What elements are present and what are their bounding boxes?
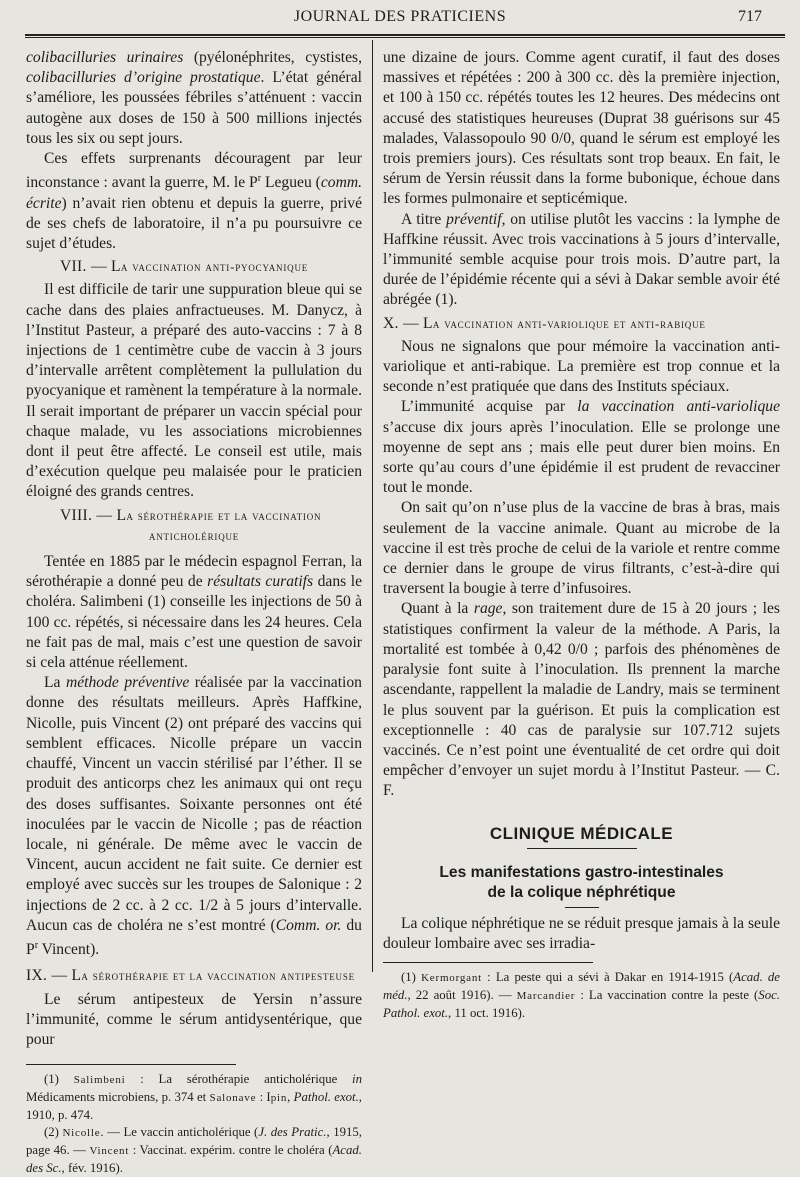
- footnote-rule: [383, 962, 593, 963]
- clinic-heading-rule: [527, 848, 637, 849]
- section-heading-vii: VII. — La vaccination anti-pyocyanique: [60, 258, 309, 276]
- header-rule: [25, 34, 785, 38]
- paragraph: L’immunité acquise par la vaccination anti-variolique s’accuse dix jours après l’inoculation. Elle se prolonge une moyenne de sept ans ; mais elle peut durer bien moins. En sorte qu’au cours d’une épidémie il est prudent de revacciner tout le monde.: [383, 398, 780, 497]
- section-heading-viii-line2: anticholérique: [148, 527, 240, 543]
- paragraph: La méthode préventive réalisée par la vaccination donne des résultats meilleurs. Après Haffkine, Nicolle, puis Vincent (2) ont préparé des vaccins qui semblent efficaces. Nicolle prépare un vaccin chauffé, Vincent un vaccin stérilisé par l’éther. Il se produit des anticorps chez les animaux qui ont reçu des doses suffisantes. Soixante personnes ont été inoculées par le vaccin de Nicolle ; pas de réaction locale, ni générale. De même avec le vaccin de Vincent, aucun accident ne fait suite. Ce dernier est employé avec succès sur les troupes de Salonique : 2 injections de 2 cc. à 2 cc. 1/2 à 5 jours d’intervalle. Aucun cas de choléra ne s’est montré (Comm. or. du $P^r$ Vincent).: [26, 674, 362, 959]
- footnote-1: (1) Salimbeni : La sérothérapie anticholérique in Médicaments microbiens, p. 374 et Salonave : Ipin, Pathol. exot., 1910, p. 474.: [26, 1072, 363, 1123]
- paragraph: Tentée en 1885 par le médecin espagnol Ferran, la sérothérapie a donné peu de résultats curatifs dans le choléra. Salimbeni (1) conseille les injections de 50 à 100 cc. répétés, si nécessaire dans les 24 heures. Cela ne fait pas de mal, mais c’est une question de savoir si cela atténue réellement.: [26, 553, 363, 672]
- article-title-rule: [565, 907, 599, 908]
- paragraph: Quant à la rage, son traitement dure de 15 à 20 jours ; les statistiques confirment la valeur de la méthode. A Paris, la mortalité est tombée à 0,42 0/0 ; parfois des phénomènes de paralysie font suite à l’inoculation. Ils prennent la marche ascendante, rappellent la maladie de Landry, mais se terminent le plus souvent par la guérison. Et puis la complication est exceptionnelle : 40 cas de paralysie sur 107.712 sujets vaccinés. Ce n’est point une éventualité de cet ordre qui doit empêcher d’envoyer un sujet mordu à l’Institut Pasteur. — C. F.: [383, 600, 780, 800]
- column-divider: [372, 40, 373, 972]
- left-column: [26, 48, 362, 1177]
- article-title: Les manifestations gastro-intestinales de la colique néphrétique: [439, 863, 724, 901]
- paragraph: Le sérum antipesteux de Yersin n’assure l’immunité, comme le sérum antidysentérique, que pour: [26, 990, 362, 1048]
- journal-title: JOURNAL DES PRATICIENS: [293, 8, 507, 25]
- paragraph: une dizaine de jours. Comme agent curatif, il faut des doses massives et répétées : 200 à 300 cc. dès la première injection, et 100 à 150 cc. répétés toutes les 12 heures. Des médecins ont accusé des statistiques heureuses (Duprat 38 guérisons sur 45 malades, Valassopoulo 90 0/0, quand le sérum est employé les trois premiers jours). Ces résultats sont trop beaux. En fait, le sérum de Yersin réussit dans la forme bubonique, échoue dans les formes pulmonaire et septicémique.: [383, 49, 780, 208]
- section-heading-x: X. — La vaccination anti-variolique et anti-rabique: [383, 314, 706, 332]
- right-column: [383, 48, 780, 1022]
- paragraph: Nous ne signalons que pour mémoire la vaccination anti-variolique et anti-rabique. La première est trop connue et la seconde n’est pratiquée que dans des Instituts spéciaux.: [383, 337, 780, 396]
- paragraph: Il est difficile de tarir une suppuration bleue qui se cache dans des plaies anfractueuses. M. Danycz, à l’Institut Pasteur, a préparé des auto-vaccins : 7 à 8 injections de 1 centimètre cube de vaccin à 3 jours d’intervalle arrêtent complètement la pullulation du pyocyanique et ramènent la température à la normale. Il serait important de préparer un vaccin spécial pour chaque malade, vu les associations microbiennes dont il peut être affecté. Le conseil est utile, mais d’exécution quelque peu malaisée pour le praticien éloigné des grands centres.: [26, 281, 362, 501]
- footnote-1: (1) Kermorgant : La peste qui a sévi à Dakar en 1914-1915 (Acad. de méd., 22 août 1916). — Marcandier : La vaccination contre la peste (Soc. Pathol. exot., 11 oct. 1916).: [383, 970, 780, 1021]
- page-number: 717: [738, 8, 762, 25]
- clinic-section-heading: CLINIQUE MÉDICALE: [489, 823, 674, 843]
- paragraph: colibacilluries urinaires (pyélonéphrites, cystistes, colibacilluries d’origine prostatique. L’état général s’améliore, les poussées fébriles s’atténuent : vaccin autogène aux doses de 150 à 500 millions injectés tous les six ou sept jours.: [26, 49, 363, 147]
- paragraph: Ces effets surprenants découragent par leur inconstance : avant la guerre, M. le $P^r$ Legueu (comm. écrite) n’avait rien obtenu et depuis la guerre, privé de ses chefs de laboratoire, il n’a pu poursuivre ce sujet d’études.: [26, 150, 362, 253]
- footnote-2: (2) Nicolle. — Le vaccin anticholérique (J. des Pratic., 1915, page 46. — Vincent : Vaccinat. expérim. contre le choléra (Acad. des Sc., fév. 1916).: [26, 1125, 362, 1176]
- section-heading-viii: VIII. — La sérothérapie et la vaccination: [60, 506, 322, 524]
- footnote-rule: [26, 1064, 236, 1065]
- paragraph: A titre préventif, on utilise plutôt les vaccins : la lymphe de Haffkine réussit. Avec trois vaccinations à 5 jours d’intervalle, l’immunité semble acquise pour trois mois. D’autre part, la durée de l’épidémie récente qui a sévi à Dakar semble avoir été abrégée (1).: [383, 210, 781, 309]
- paragraph: La colique néphrétique ne se réduit presque jamais à la seule douleur lombaire avec ses irradia-: [383, 914, 780, 952]
- paragraph: On sait qu’on n’use plus de la vaccine de bras à bras, mais seulement de la vaccine animale. Quant au microbe de la vaccine il est très proche de celui de la variole et rentre comme ce dernier dans le groupe de virus filtrants, c’est-à-dire qui traversent la bougie à terre d’infusoires.: [383, 499, 780, 598]
- running-header: [0, 8, 800, 30]
- section-heading-ix: IX. — La sérothérapie et la vaccination antipesteuse: [26, 967, 355, 985]
